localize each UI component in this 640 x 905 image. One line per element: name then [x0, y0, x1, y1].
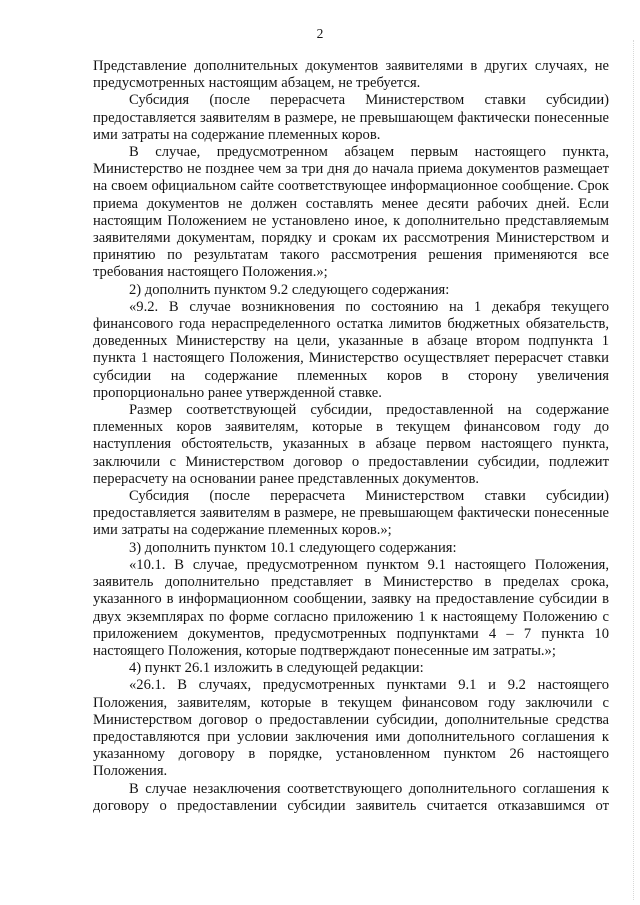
paragraph-info-message: В случае, предусмотренном абзацем первым настоящего пункта, Министерство не позднее чем за три дня до начала приема документов размещает на своем официальном сайте соответствующее информационное сообщение. Срок приема документов не должен составлять менее десяти рабочих дней. Если настоящим Положением не установлено иное, к дополнительно представляемым заявителями документам, порядку и срокам их рассмотрения Министерством и принятию по результатам такого рассмотрения решения применяются все требования настоящего Положения.»;	[93, 144, 609, 281]
document-body	[93, 58, 609, 815]
paragraph-clause-9-2: «9.2. В случае возникновения по состоянию на 1 декабря текущего финансового года нераспределенного остатка лимитов бюджетных обязательств, доведенных Министерству на цели, указанные в абзаце втором подпункта 1 пункта 1 настоящего Положения, Министерство осуществляет перерасчет ставки субсидии на содержание племенных коров в сторону увеличения пропорционально ранее утвержденной ставке.	[93, 298, 609, 401]
page-number: 2	[316, 26, 324, 41]
paragraph-item-3-intro: 3) дополнить пунктом 10.1 следующего содержания:	[129, 539, 457, 556]
paragraph-clause-26-1: «26.1. В случаях, предусмотренных пунктами 9.1 и 9.2 настоящего Положения, заявителям, которые в текущем финансовом году заключили с Министерством договор о предоставлении субсидии, дополнительные средства предоставляются при условии заключения ими дополнительного соглашения к указанному договору в порядке, установленном пунктом 26 настоящего Положения.	[93, 677, 609, 780]
paragraph-subsidy-recalc: Размер соответствующей субсидии, предоставленной на содержание племенных коров заявителям, которые в текущем финансовом году до наступления обстоятельств, указанных в абзаце первом настоящего пункта, заключили с Министерством договор о предоставлении субсидии, подлежит перерасчету на основании ранее представленных документов.	[93, 402, 609, 487]
paragraph-subsidy-limit: Субсидия (после перерасчета Министерством ставки субсидии) предоставляется заявителям в размере, не превышающем фактически понесенные ими затраты на содержание племенных коров.	[93, 92, 609, 143]
paragraph-continuation: Представление дополнительных документов заявителями в других случаях, не предусмотренных настоящим абзацем, не требуется.	[93, 58, 609, 92]
scan-edge-line	[632, 40, 634, 900]
paragraph-item-4-intro: 4) пункт 26.1 изложить в следующей редакции:	[129, 660, 424, 677]
paragraph-subsidy-limit-2: Субсидия (после перерасчета Министерством ставки субсидии) предоставляется заявителям в размере, не превышающем фактически понесенные ими затраты на содержание племенных коров.»;	[93, 488, 609, 539]
paragraph-non-conclusion: В случае незаключения соответствующего дополнительного соглашения к договору о предоставлении субсидии заявитель считается отказавшимся от	[93, 780, 609, 814]
paragraph-item-2-intro: 2) дополнить пунктом 9.2 следующего содержания:	[129, 281, 450, 298]
paragraph-clause-10-1: «10.1. В случае, предусмотренном пунктом 9.1 настоящего Положения, заявитель дополнительно представляет в Министерство в пределах срока, указанного в информационном сообщении, заявку на предоставление субсидии в двух экземплярах по форме согласно приложению 1 к настоящему Положению с приложением документов, предусмотренных подпунктами 4 – 7 пункта 10 настоящего Положения, которые подтверждают понесенные им затраты.»;	[93, 556, 609, 659]
